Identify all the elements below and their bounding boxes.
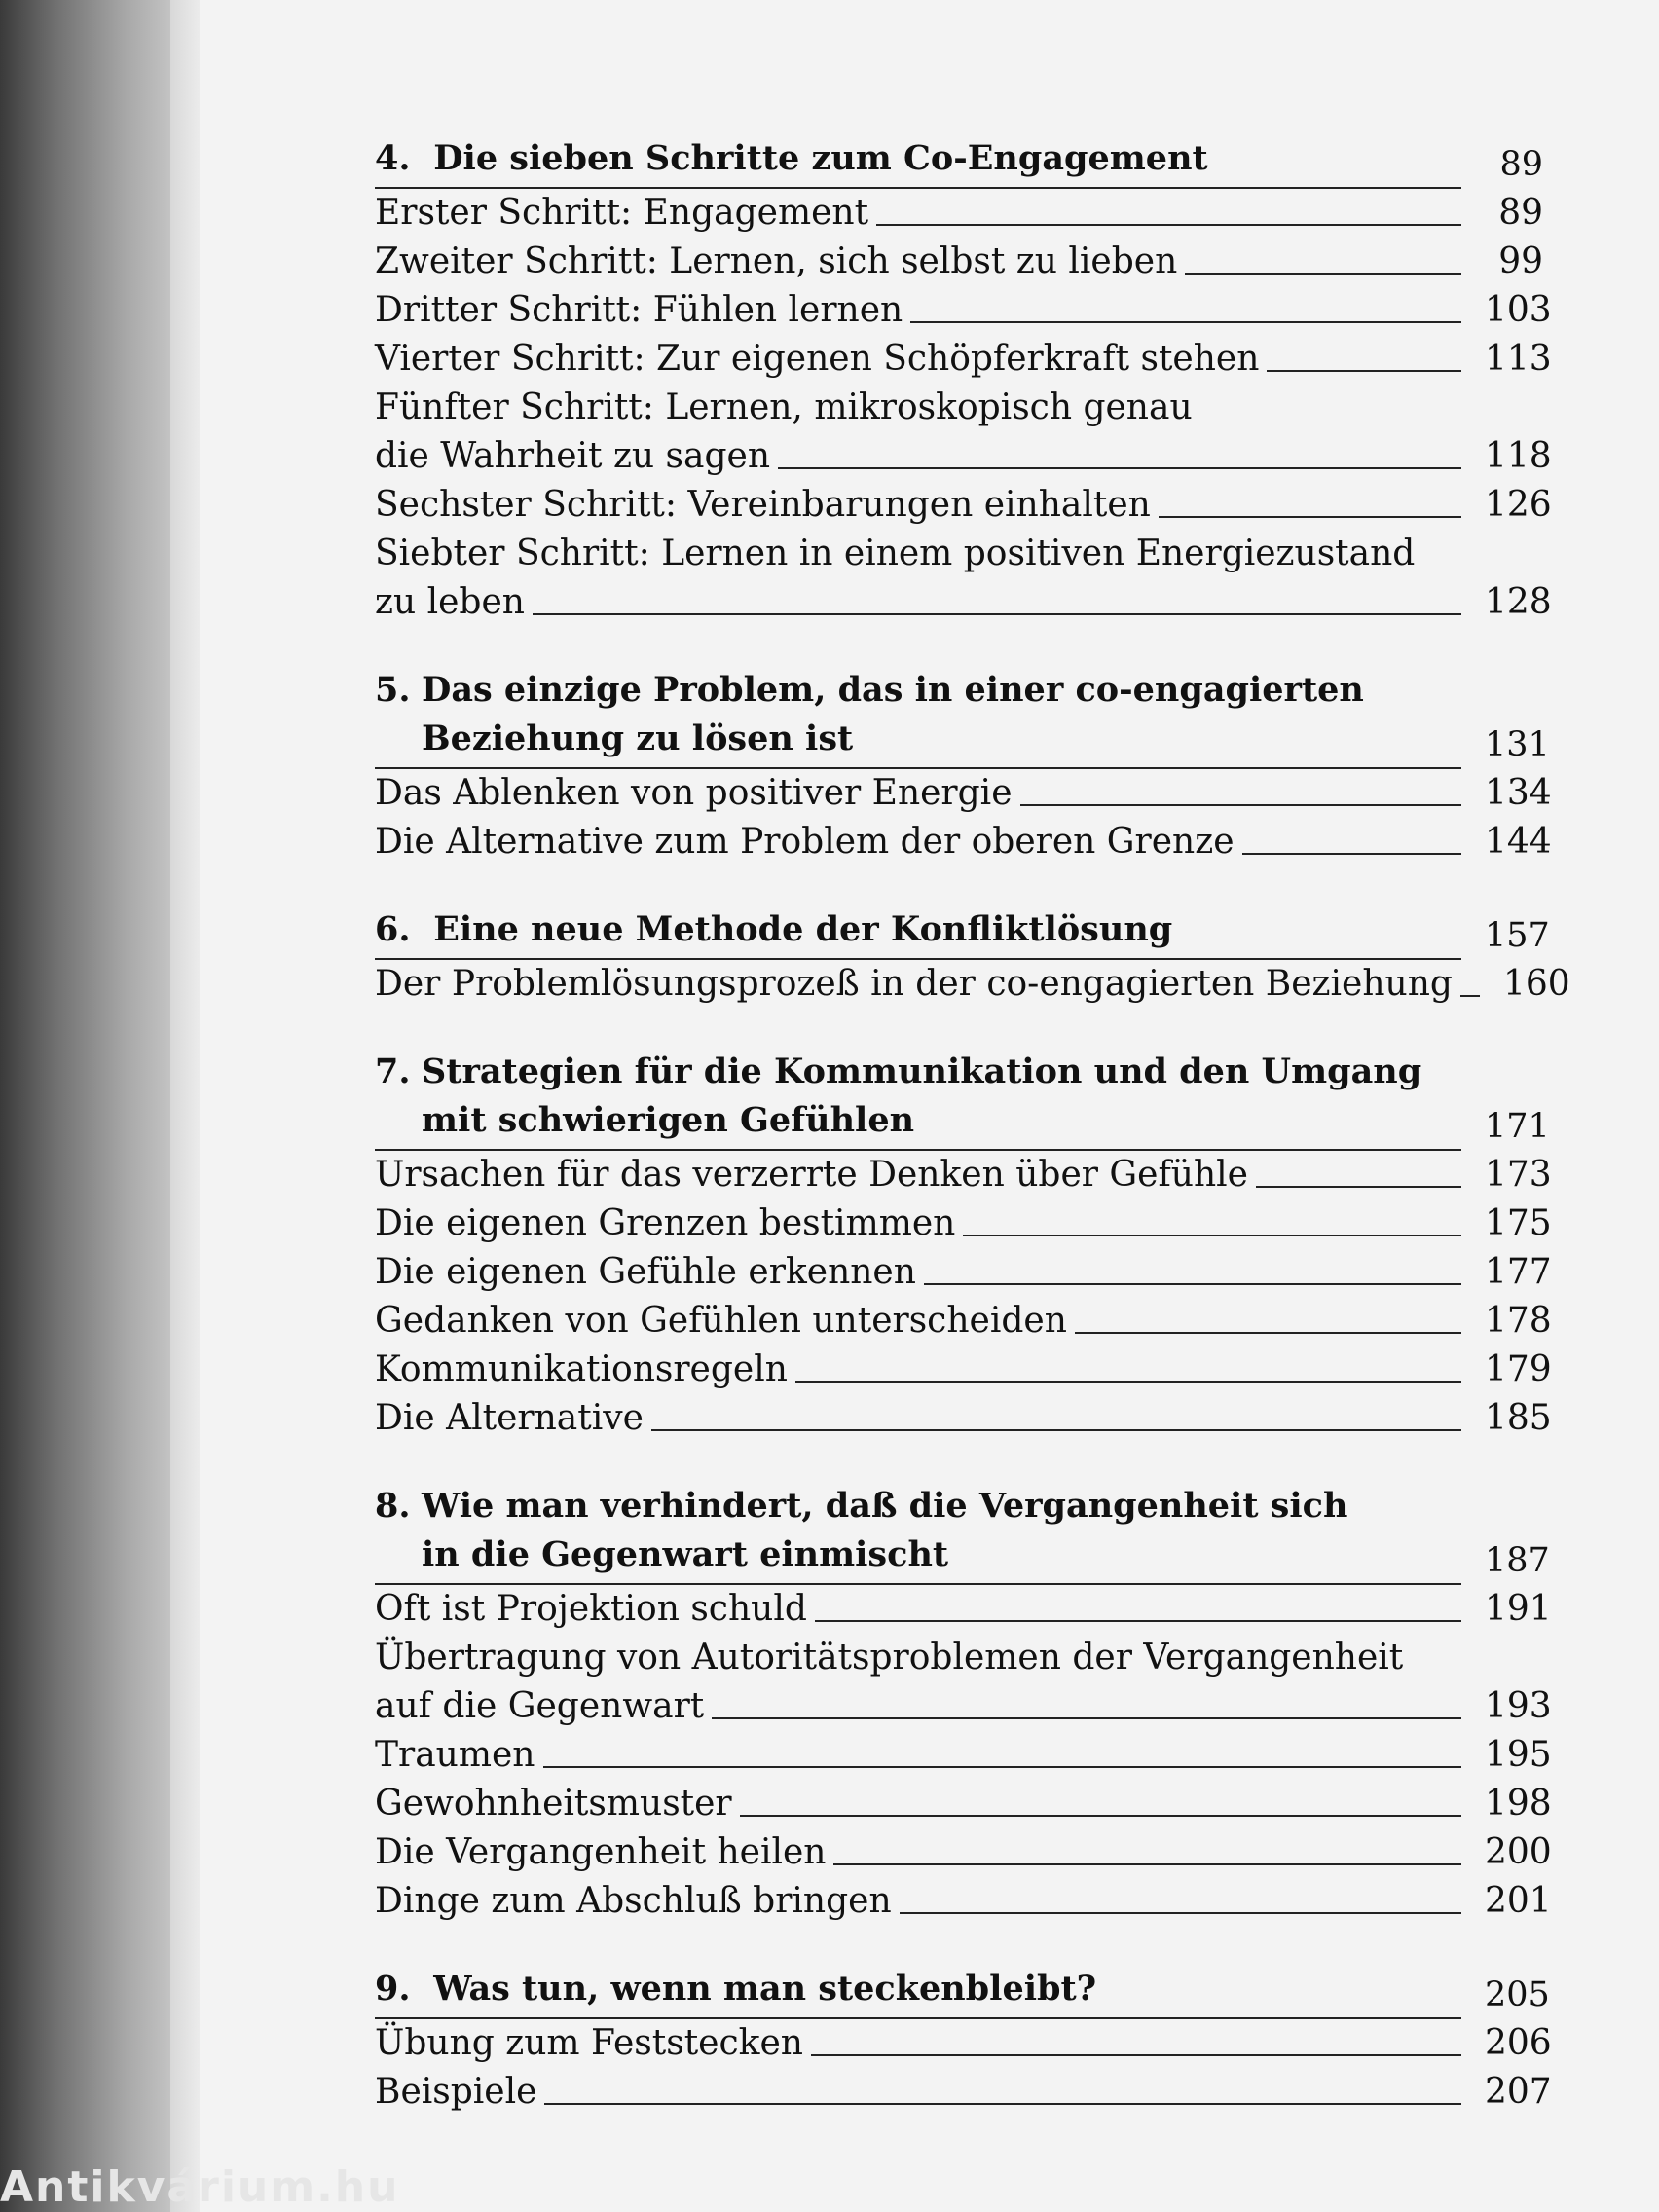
chapter-number: 9. [375, 1969, 411, 2009]
entry-text: Zweiter Schritt: Lernen, sich selbst zu lieben [375, 241, 1178, 281]
chapter-title: Was tun, wenn man steckenbleibt? [433, 1969, 1097, 2009]
entry-text-line1: Übertragung von Autoritätsproblemen der Vergangenheit [375, 1638, 1404, 1677]
chapter-4 [375, 134, 1552, 627]
entry-page: 118 [1485, 436, 1552, 476]
leader-line [533, 613, 1461, 615]
entry-text: Die Alternative zum Problem der oberen Grenze [375, 822, 1235, 862]
entry-page: 89 [1498, 193, 1543, 233]
toc-entry [375, 1828, 1552, 1877]
entry-text: auf die Gegenwart [375, 1686, 705, 1726]
leader-line [740, 1815, 1461, 1817]
entry-text-line1: Siebter Schritt: Lernen in einem positiven Energiezustand [375, 534, 1416, 573]
table-of-contents [375, 134, 1570, 2117]
chapter-number: 5. [375, 670, 411, 710]
chapter-9 [375, 1965, 1552, 2117]
entry-page: 179 [1485, 1349, 1552, 1389]
leader-line [1242, 853, 1461, 855]
entry-page: 126 [1485, 485, 1552, 525]
leader-line [811, 2054, 1461, 2056]
entry-page: 175 [1485, 1203, 1552, 1243]
leader-line [833, 1863, 1461, 1865]
chapter-page: 157 [1485, 916, 1550, 955]
toc-entry [375, 1297, 1552, 1346]
toc-entry [375, 1151, 1552, 1199]
chapter-page: 205 [1485, 1975, 1550, 2014]
toc-entry [375, 1346, 1552, 1394]
entry-text: Ursachen für das verzerrte Denken über Gefühle [375, 1155, 1248, 1195]
entry-page: 134 [1485, 773, 1552, 813]
chapter-heading [375, 134, 1543, 189]
watermark: Antikvárium.hu [0, 2162, 400, 2212]
toc-entry [375, 238, 1543, 286]
toc-entry [375, 578, 1552, 627]
toc-entry [375, 1199, 1552, 1248]
toc-entry [375, 1585, 1552, 1634]
leader-line [1075, 1332, 1461, 1334]
entry-page: 128 [1485, 582, 1552, 622]
entry-page: 193 [1485, 1686, 1552, 1726]
leader-line [543, 1766, 1462, 1768]
entry-text: Die eigenen Gefühle erkennen [375, 1252, 916, 1292]
leader-line [924, 1283, 1461, 1285]
entry-text: Die eigenen Grenzen bestimmen [375, 1203, 956, 1243]
entry-page: 206 [1485, 2023, 1552, 2063]
chapter-page: 89 [1499, 145, 1543, 184]
leader-line [651, 1429, 1461, 1431]
chapter-heading [375, 666, 1550, 769]
entry-page: 144 [1485, 822, 1552, 862]
entry-text: Dinge zum Abschluß bringen [375, 1881, 892, 1921]
chapter-number: 4. [375, 138, 411, 178]
entry-page: 160 [1502, 964, 1570, 1004]
chapter-title-line2: mit schwierigen Gefühlen [422, 1100, 915, 1140]
toc-entry [375, 1248, 1552, 1297]
toc-entry [375, 2019, 1552, 2068]
entry-page: 99 [1498, 241, 1543, 281]
leader-line [963, 1235, 1461, 1236]
entry-text: zu leben [375, 582, 525, 622]
leader-line [778, 467, 1461, 469]
chapter-heading [375, 1965, 1550, 2019]
entry-text: Traumen [375, 1735, 535, 1775]
entry-text: Erster Schritt: Engagement [375, 193, 869, 233]
entry-text: Gewohnheitsmuster [375, 1784, 732, 1824]
chapter-heading [375, 1482, 1550, 1585]
leader-line [910, 321, 1461, 323]
entry-text: Oft ist Projektion schuld [375, 1589, 807, 1629]
book-gutter-shadow [0, 0, 180, 2212]
leader-line [1267, 370, 1461, 372]
entry-text: Das Ablenken von positiver Energie [375, 773, 1013, 813]
leader-line [1159, 516, 1461, 518]
entry-text: Der Problemlösungsprozeß in der co-engagierten Beziehung [375, 964, 1453, 1004]
chapter-page: 131 [1485, 725, 1550, 764]
leader-line [1460, 995, 1480, 997]
entry-page: 103 [1485, 290, 1552, 330]
entry-page: 207 [1485, 2072, 1552, 2112]
entry-text: Gedanken von Gefühlen unterscheiden [375, 1301, 1067, 1341]
entry-page: 178 [1485, 1301, 1552, 1341]
toc-entry [375, 335, 1552, 384]
chapter-7 [375, 1048, 1552, 1443]
entry-page: 195 [1485, 1735, 1552, 1775]
entry-text: Sechster Schritt: Vereinbarungen einhalten [375, 485, 1151, 525]
entry-page: 201 [1485, 1881, 1552, 1921]
toc-entry [375, 189, 1543, 238]
chapter-title: Strategien für die Kommunikation und den Umgang [422, 1051, 1422, 1091]
chapter-heading [375, 1048, 1550, 1151]
entry-text: Kommunikationsregeln [375, 1349, 788, 1389]
chapter-heading [375, 905, 1550, 960]
toc-entry [375, 1731, 1552, 1780]
entry-text: Die Alternative [375, 1398, 644, 1438]
entry-text: Die Vergangenheit heilen [375, 1832, 827, 1872]
chapter-8 [375, 1482, 1552, 1926]
chapter-5 [375, 666, 1552, 866]
entry-text: Beispiele [375, 2072, 537, 2112]
chapter-title: Das einzige Problem, das in einer co-engagierten [422, 670, 1364, 710]
toc-entry [375, 960, 1570, 1009]
leader-line [1020, 804, 1461, 806]
chapter-title: Wie man verhindert, daß die Vergangenheit sich [422, 1486, 1348, 1526]
chapter-page: 187 [1485, 1541, 1550, 1580]
toc-entry [375, 1682, 1552, 1731]
chapter-page: 171 [1485, 1107, 1550, 1146]
chapter-title-line2: Beziehung zu lösen ist [422, 719, 854, 758]
entry-page: 191 [1485, 1589, 1552, 1629]
chapter-number: 6. [375, 909, 411, 949]
toc-entry [375, 481, 1552, 530]
leader-line [712, 1717, 1461, 1719]
leader-line [1185, 273, 1461, 275]
toc-entry [375, 769, 1552, 818]
chapter-title: Die sieben Schritte zum Co-Engagement [433, 138, 1208, 178]
leader-line [876, 224, 1461, 226]
toc-entry [375, 1877, 1552, 1926]
toc-entry [375, 1394, 1552, 1443]
chapter-title-line2: in die Gegenwart einmischt [422, 1534, 949, 1574]
leader-line [815, 1620, 1461, 1622]
toc-entry [375, 1780, 1552, 1828]
entry-text: Vierter Schritt: Zur eigenen Schöpferkraft stehen [375, 339, 1260, 379]
leader-line [900, 1912, 1461, 1914]
leader-line [1256, 1186, 1461, 1188]
chapter-number: 7. [375, 1051, 411, 1091]
leader-line [795, 1381, 1461, 1382]
entry-text: die Wahrheit zu sagen [375, 436, 771, 476]
toc-entry [375, 2068, 1552, 2117]
entry-text: Dritter Schritt: Fühlen lernen [375, 290, 903, 330]
entry-page: 200 [1485, 1832, 1552, 1872]
entry-page: 113 [1485, 339, 1552, 379]
toc-entry [375, 286, 1552, 335]
entry-page: 198 [1485, 1784, 1552, 1824]
chapter-number: 8. [375, 1486, 411, 1526]
entry-page: 185 [1485, 1398, 1552, 1438]
entry-page: 177 [1485, 1252, 1552, 1292]
chapter-6 [375, 905, 1570, 1009]
entry-page: 173 [1485, 1155, 1552, 1195]
chapter-title: Eine neue Methode der Konfliktlösung [433, 909, 1173, 949]
entry-text-line1: Fünfter Schritt: Lernen, mikroskopisch genau [375, 387, 1193, 427]
toc-entry [375, 432, 1552, 481]
entry-text: Übung zum Feststecken [375, 2023, 803, 2063]
toc-entry [375, 818, 1552, 866]
leader-line [544, 2103, 1461, 2105]
